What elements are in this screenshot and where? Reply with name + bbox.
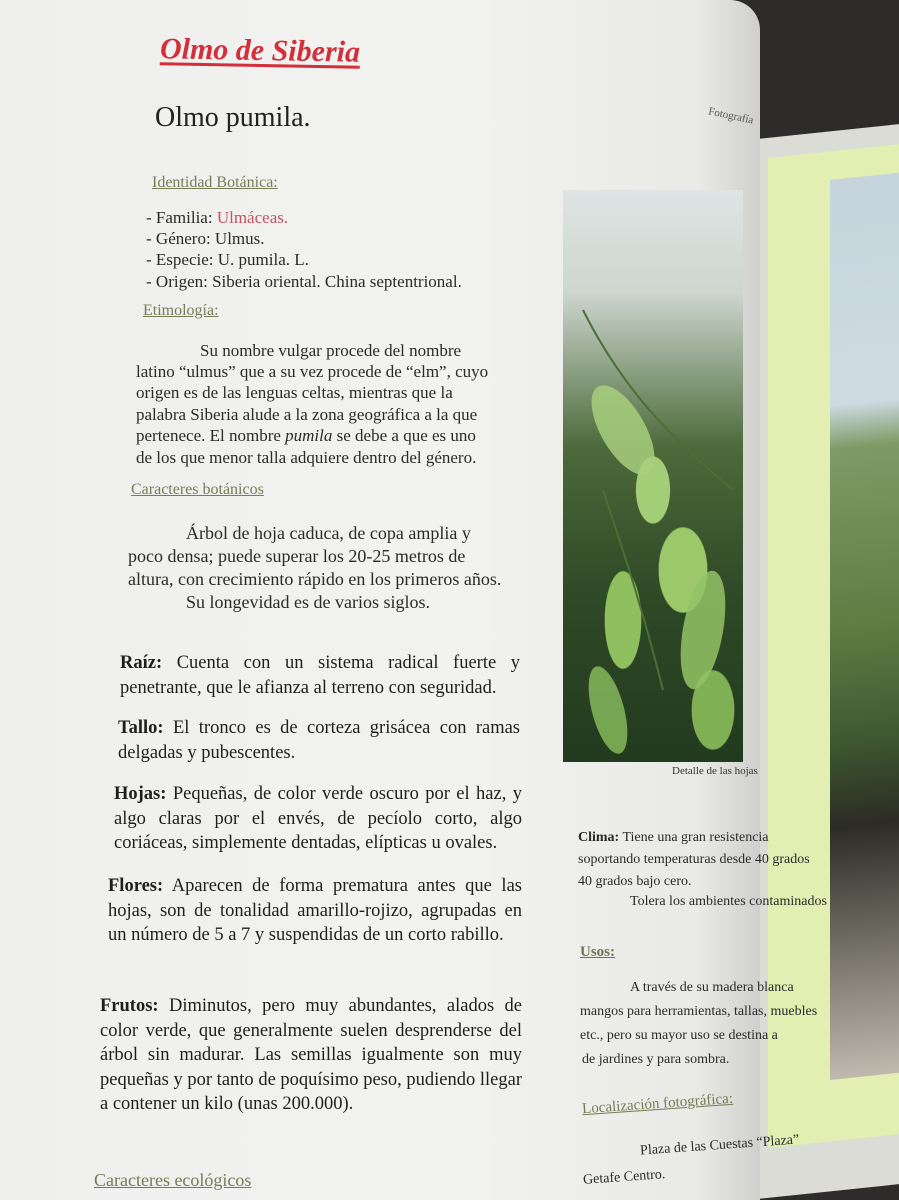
localizacion-line-1: Plaza de las Cuestas “Plaza” — [639, 1132, 800, 1159]
hojas-label: Hojas: — [114, 784, 167, 804]
etimologia-line-5a: pertenece. El nombre — [136, 426, 286, 445]
botanicos-line-1: Árbol de hoja caduca, de copa amplia y — [186, 523, 471, 543]
clima-line-1 — [578, 828, 769, 848]
etimologia-line-6: de los que menor talla adquiere dentro del género. — [136, 448, 477, 467]
usos-line-1: A través de su madera blanca — [630, 980, 794, 995]
etimologia-line-1: Su nombre vulgar procede del nombre — [200, 341, 462, 360]
botanicos-line-4: Su longevidad es de varios siglos. — [186, 592, 430, 612]
flores-text: Aparecen de forma prematura antes que las hojas, son de tonalidad amarillo-rojizo, agrupadas en un número de 5 a 7 y suspendidas de un corto rabillo. — [108, 876, 522, 945]
clima-text-1: Tiene una gran resistencia — [619, 830, 769, 845]
localizacion-line-2: Getafe Centro. — [582, 1167, 666, 1188]
caracteres-botanicos-heading: Caracteres botánicos — [131, 481, 264, 498]
page-title: Olmo de Siberia — [159, 32, 361, 69]
usos-line-3: etc., pero su mayor uso se destina a — [580, 1028, 778, 1043]
etimologia-pumila: pumila — [285, 426, 333, 445]
clima-label: Clima: — [578, 830, 620, 845]
hojas-text: Pequeñas, de color verde oscuro por el haz, y algo claras por el envés, de pecíolo corto, algo coriáceas, simplemente dentadas, elípticas u ovales. — [114, 784, 522, 853]
raiz-paragraph — [120, 651, 520, 700]
tallo-paragraph — [118, 716, 520, 765]
facing-page-tree-photo — [830, 173, 899, 1080]
genero-line: - Género: Ulmus. — [146, 229, 265, 248]
frutos-text: Diminutos, pero muy abundantes, alados de color verde, que generalmente suelen desprenderse del árbol sin madurar. Las semillas igualmente son muy pequeñas y por tanto de poquísimo peso, pudiendo llegar a contener un kilo (unas 200.000). — [100, 996, 522, 1114]
botanicos-line-2: poco densa; puede superar los 20-25 metros de — [128, 546, 466, 566]
side-text: Fotografía — [707, 105, 755, 127]
raiz-label: Raíz: — [120, 653, 163, 673]
usos-heading: Usos: — [580, 944, 616, 960]
frutos-paragraph — [100, 994, 522, 1117]
clima-line-2: soportando temperaturas desde 40 grados — [578, 852, 810, 867]
especie-line: - Especie: U. pumila. L. — [146, 250, 309, 269]
photo-caption: Detalle de las hojas — [672, 765, 758, 777]
page-subtitle: Olmo pumila. — [155, 102, 311, 133]
tallo-text: El tronco es de corteza grisácea con ramas delgadas y pubescentes. — [118, 718, 520, 763]
etimologia-line-4: palabra Siberia alude a la zona geográfica a la que — [136, 405, 478, 424]
clima-line-4: Tolera los ambientes contaminados — [630, 894, 827, 909]
flores-paragraph — [108, 874, 522, 948]
flores-label: Flores: — [108, 876, 164, 896]
etimologia-heading: Etimología: — [143, 302, 219, 319]
etimologia-line-3: origen es de las lenguas celtas, mientras que la — [136, 383, 453, 402]
localizacion-heading: Localización fotográfica: — [581, 1090, 734, 1118]
clima-line-3: 40 grados bajo cero. — [578, 874, 692, 889]
familia-line — [146, 207, 288, 229]
tallo-label: Tallo: — [118, 718, 164, 738]
caracteres-ecologicos-heading: Caracteres ecológicos — [94, 1170, 252, 1190]
raiz-text: Cuenta con un sistema radical fuerte y penetrante, que le afianza al terreno con seguridad. — [120, 653, 520, 698]
etimologia-line-5b: se debe a que es uno — [332, 426, 476, 445]
frutos-label: Frutos: — [100, 996, 159, 1016]
leaf-photo-overlay — [563, 190, 743, 762]
origen-line: - Origen: Siberia oriental. China septentrional. — [146, 272, 462, 291]
identidad-heading: Identidad Botánica: — [152, 174, 278, 191]
usos-line-2: mangos para herramientas, tallas, muebles — [580, 1004, 818, 1019]
hojas-paragraph — [114, 782, 522, 856]
familia-label: - Familia: — [146, 208, 217, 227]
usos-line-4: de jardines y para sombra. — [582, 1052, 730, 1067]
etimologia-line-2: latino “ulmus” que a su vez procede de “elm”, cuyo — [136, 362, 489, 381]
familia-value: Ulmáceas. — [216, 208, 289, 227]
etimologia-line-5 — [136, 425, 476, 447]
botanicos-line-3: altura, con crecimiento rápido en los primeros años. — [128, 569, 502, 589]
